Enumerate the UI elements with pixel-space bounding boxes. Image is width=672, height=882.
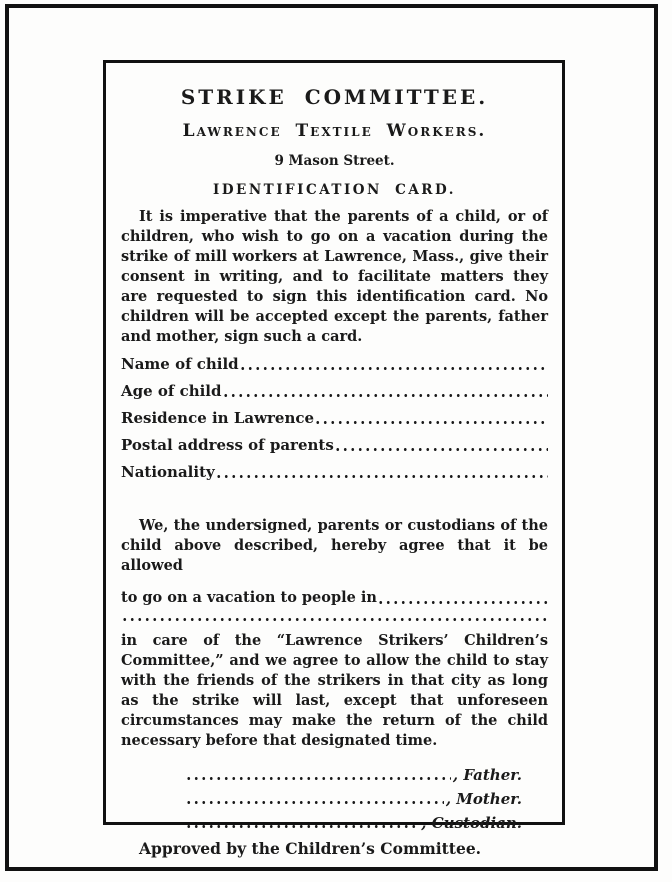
dotted-fill-line [314, 402, 548, 429]
dotted-fill-line [377, 582, 548, 609]
dotted-signature-line [185, 761, 451, 785]
signature-line-custodian [185, 809, 522, 833]
signature-line-mother [185, 785, 522, 809]
intro-paragraph: It is imperative that the parents of a child, or of children, who wish to go on a vacation during the strike of mill workers at Lawrence, Mass., give their consent in writing, and to facilitate matters they are requested to sign this identification card. No children will be accepted except the parents, father and mother, sign such a card. [121, 208, 548, 345]
form-fields [121, 348, 548, 483]
signature-role-label: , Mother. [445, 790, 522, 808]
dotted-fill-line [334, 429, 548, 456]
signature-line-father [185, 761, 522, 785]
field-label: Nationality [121, 463, 215, 481]
signature-role-label: , Custodian. [421, 814, 522, 832]
approval-line: Approved by the Children’s Committee. [139, 839, 482, 858]
dotted-fill-line [239, 348, 548, 375]
page-border-frame [5, 4, 658, 871]
card-type-label: IDENTIFICATION CARD. [213, 182, 456, 198]
signature-section [121, 761, 548, 833]
field-label: Age of child [121, 382, 222, 400]
field-label: Name of child [121, 355, 239, 373]
committee-title: STRIKE COMMITTEE. [180, 85, 489, 109]
signature-role-label: , Father. [452, 766, 522, 784]
street-address: 9 Mason Street. [274, 153, 395, 169]
field-label: Residence in Lawrence [121, 409, 315, 427]
dotted-fill-line [215, 456, 548, 483]
agreement-continuation-paragraph: in care of the “Lawrence Strikers’ Children’s Committee,” and we agree to allow the child to stay with the friends of the strikers in that city as long as the strike will last, except that unforeseen circumstances may make the return of the child necessary before that designated time. [121, 632, 548, 749]
identification-card [103, 60, 565, 858]
field-row-postal-address [121, 429, 548, 456]
organization-name: Lawrence Textile Workers. [182, 121, 487, 141]
dotted-fill-line [222, 375, 549, 402]
field-row-name-of-child [121, 348, 548, 375]
agreement-opening-paragraph: We, the undersigned, parents or custodians of the child above described, hereby agree that it be allowed [121, 517, 548, 574]
dotted-signature-line [185, 809, 419, 833]
dotted-continuation-line [121, 613, 548, 625]
vacation-line-label: to go on a vacation to people in [121, 589, 377, 606]
dotted-signature-line [185, 785, 444, 809]
field-row-nationality [121, 456, 548, 483]
field-row-age-of-child [121, 375, 548, 402]
vacation-destination-row [121, 582, 548, 609]
field-row-residence-in-lawrence [121, 402, 548, 429]
field-label: Postal address of parents [121, 436, 334, 454]
